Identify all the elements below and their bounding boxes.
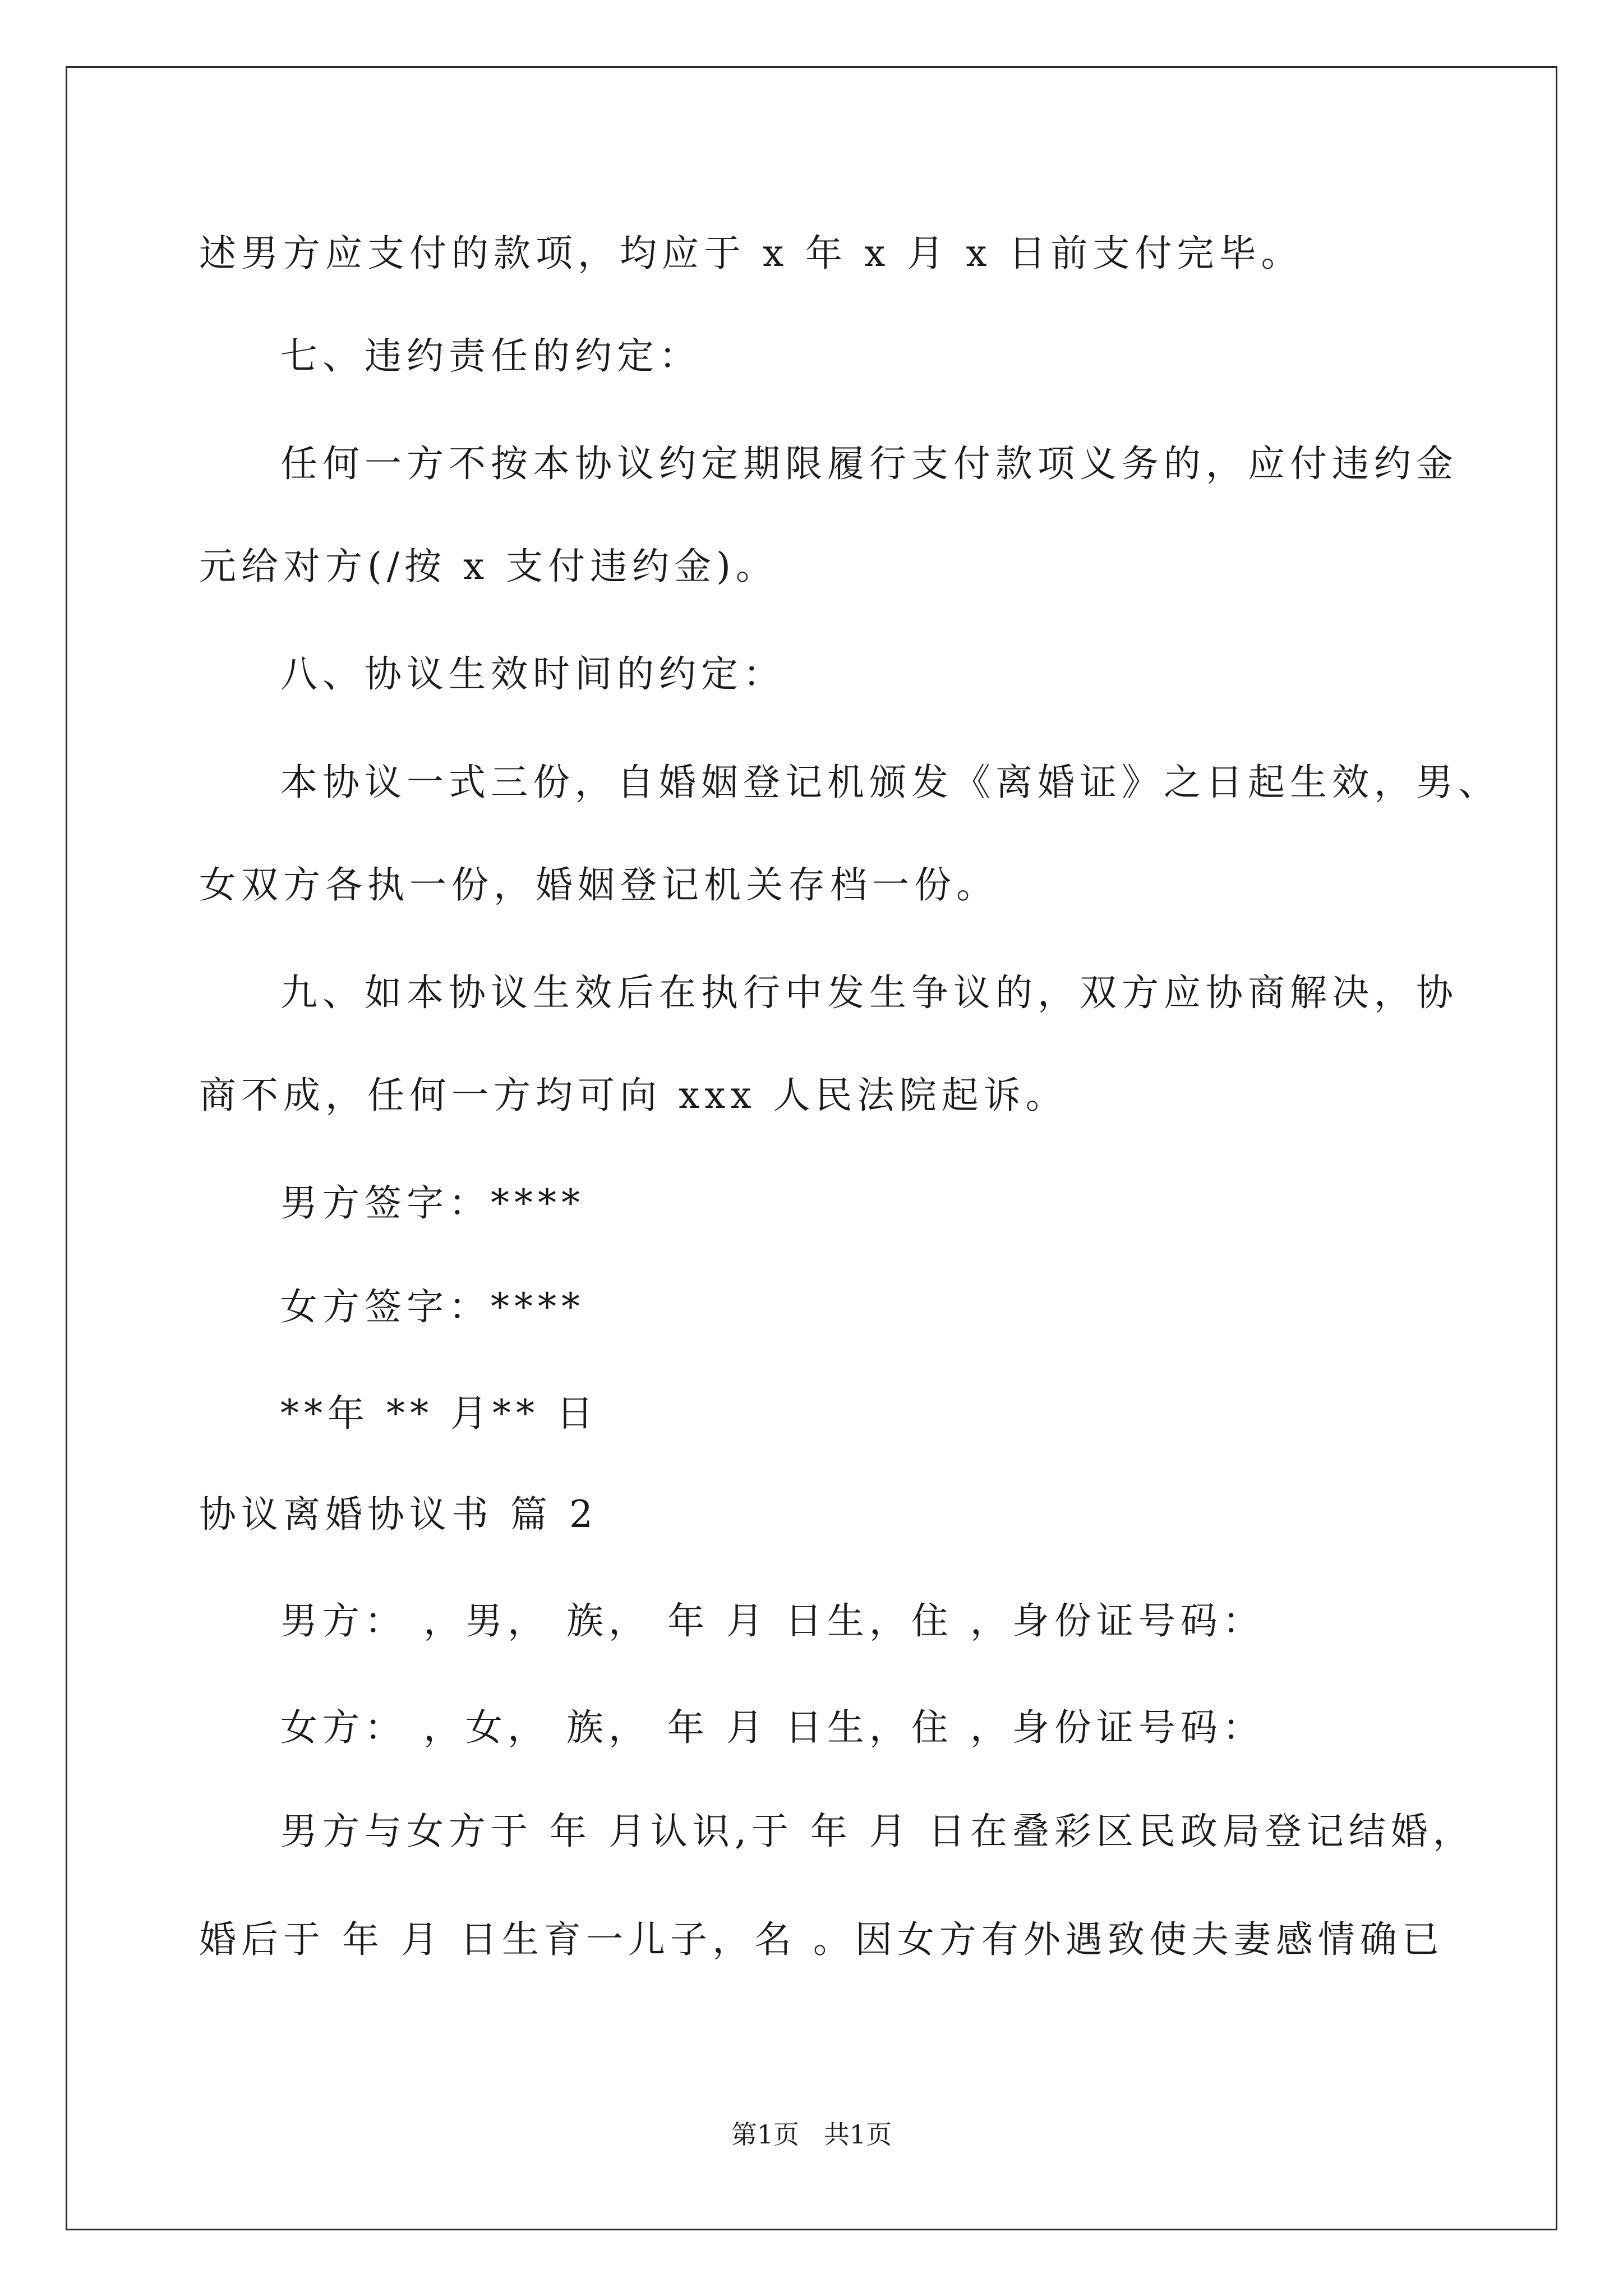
section-heading: 七、违约责任的约定： — [280, 334, 701, 378]
text-line: 男方： ，男， 族， 年 月 日生，住 ，身份证号码： — [280, 1599, 1265, 1642]
text-line: 婚后于 年 月 日生育一儿子，名 。因女方有外遇致使夫妻感情确已 — [199, 1918, 1444, 1961]
document-title: 协议离婚协议书 篇 2 — [199, 1493, 598, 1536]
text-line: 九、如本协议生效后在执行中发生争议的，双方应协商解决，协 — [280, 971, 1458, 1014]
signature-line: 男方签字：**** — [280, 1181, 585, 1225]
text-line: 女双方各执一份，婚姻登记机关存档一份。 — [199, 863, 998, 907]
date-line: **年 ** 月** 日 — [280, 1392, 598, 1435]
page-number: 第1页 共1页 — [731, 2119, 892, 2150]
section-heading: 八、协议生效时间的约定： — [280, 652, 785, 696]
text-line: 任何一方不按本协议约定期限履行支付款项义务的，应付违约金 — [280, 442, 1458, 485]
text-line: 本协议一式三份，自婚姻登记机颁发《离婚证》之日起生效，男、 — [280, 761, 1500, 804]
page-border — [66, 66, 1557, 2230]
text-line: 女方： ，女， 族， 年 月 日生，住 ，身份证号码： — [280, 1706, 1265, 1749]
text-line: 元给对方(/按 x 支付违约金)。 — [199, 545, 778, 588]
text-line: 述男方应支付的款项，均应于 x 年 x 月 x 日前支付完毕。 — [199, 232, 1303, 275]
text-line: 男方与女方于 年 月认识,于 年 月 日在叠彩区民政局登记结婚， — [280, 1810, 1475, 1853]
text-line: 商不成，任何一方均可向 xxx 人民法院起诉。 — [199, 1074, 1068, 1117]
signature-line: 女方签字：**** — [280, 1285, 585, 1328]
